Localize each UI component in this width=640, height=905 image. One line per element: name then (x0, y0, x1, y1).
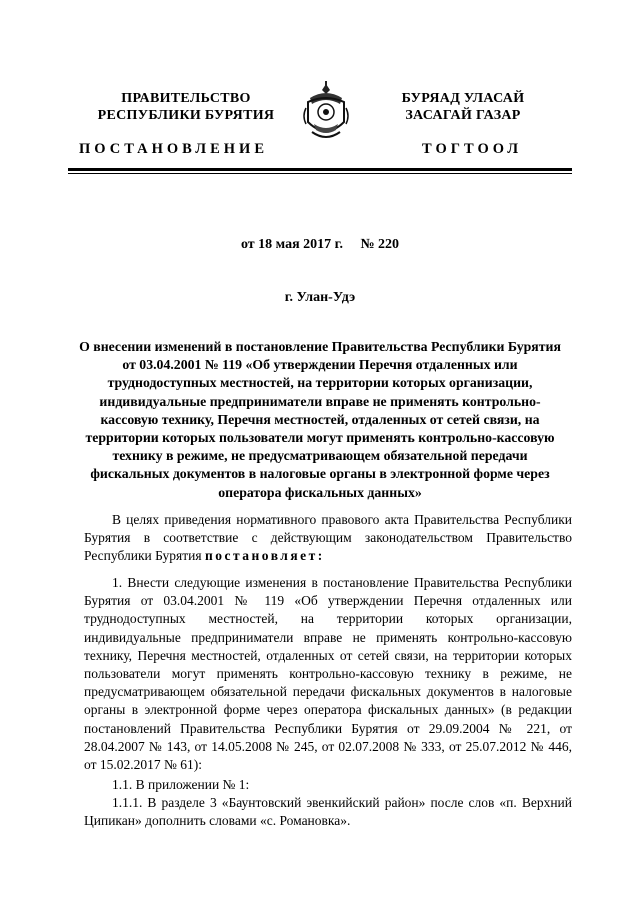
issuer-ru-line1: ПРАВИТЕЛЬСТВО (121, 91, 251, 106)
item-1-1-paragraph: 1.1. В приложении № 1: (112, 777, 250, 792)
issuer-bua (388, 90, 538, 124)
doc-type-ru: ПОСТАНОВЛЕНИЕ (79, 141, 269, 157)
header-divider-thin (68, 173, 572, 174)
item-1-1-1-paragraph: 1.1.1. В разделе 3 «Баунтовский эвенкийский район» после слов «п. Верхний Ципикан» дополнить словами «с. Романовка». (84, 795, 572, 829)
document-date: от 18 мая 2017 г. (240, 237, 343, 252)
document-title: О внесении изменений в постановление Правительства Республики Бурятия от 03.04.2001 № 119 «Об утверждении Перечня отдаленных или труднодоступных местностей, на территории которых организации, индивидуальные предприниматели вправе не применять контрольно-кассовую технику, Перечня местностей, отдаленных от сетей связи, на территории которых пользователи могут применять контрольно-кассовую технику в режиме, не предусматривающем обязательной передачи фискальных документов в налоговые органы в электронной форме через оператора фискальных данных» (79, 339, 561, 500)
issuer-ru-line2: РЕСПУБЛИКИ БУРЯТИЯ (97, 108, 275, 123)
issuer-ru (96, 90, 276, 124)
preamble-keyword: постановляет: (204, 548, 325, 564)
preamble-paragraph (84, 511, 572, 566)
date-line (0, 237, 640, 253)
preamble-text: В целях приведения нормативного правового акта Правительства Республики Бурятия в соответствие с действующим законодательством Правительство Республики Бурятия (84, 512, 572, 564)
issuer-bua-line2: ЗАСАГАЙ ГАЗАР (405, 108, 521, 123)
header-divider-thick (68, 168, 572, 171)
document-number: № 220 (360, 237, 400, 252)
coat-of-arms-icon (300, 80, 352, 142)
item-1-paragraph: 1. Внести следующие изменения в постановление Правительства Республики Бурятия от 03.04.2001 № 119 «Об утверждении Перечня отдаленных или труднодоступных местностей, на территории которых организации, индивидуальные предприниматели вправе не применять контрольно-кассовую технику, Перечня местностей, отдаленных от сетей связи, на территории которых пользователи могут применять контрольно-кассовую технику в режиме, не предусматривающем обязательной передачи фискальных документов в налоговые органы в электронной форме через оператора фискальных данных» (в редакции постановлений Правительства Республики Бурятия от 29.09.2004 № 221, от 28.04.2007 № 143, от 14.05.2008 № 245, от 02.07.2008 № 333, от 25.07.2012 № 446, от 15.02.2017 № 61): (84, 575, 572, 773)
document-city: г. Улан-Удэ (284, 290, 356, 305)
doc-type-bua: ТОГТООЛ (422, 141, 523, 157)
issuer-bua-line1: БУРЯАД УЛАСАЙ (401, 91, 525, 106)
